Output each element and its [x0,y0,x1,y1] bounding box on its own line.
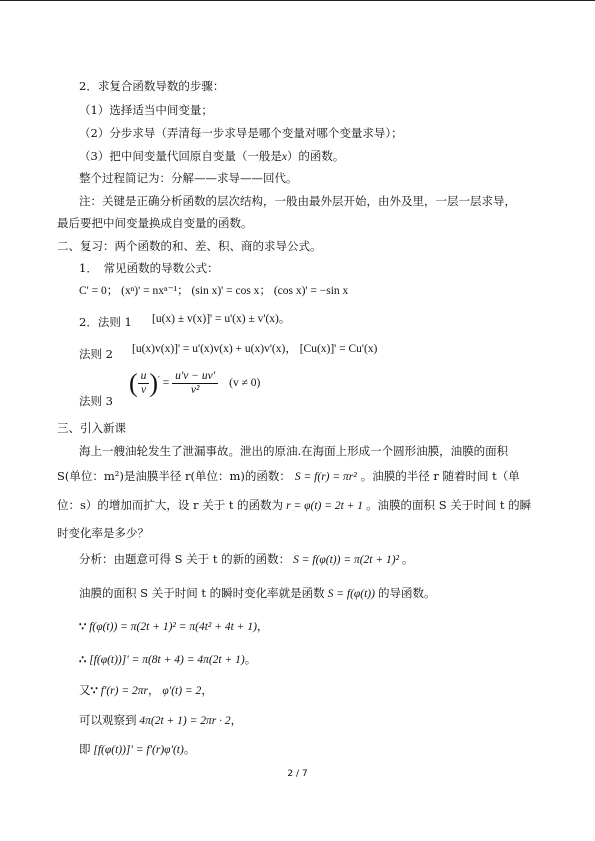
section-2-title: 2．求复合函数导数的步骤： [79,79,225,93]
rate-text-b: 的导函数。 [377,586,436,600]
fraction-u-over-v [138,370,150,397]
common-derivatives-formulas [79,283,348,299]
hence-text: 即 [79,744,91,756]
area-formula: S = f(r) = πr² [294,471,357,483]
rule-1-expr: [u(x) ± v(x)]' = u'(x) ± v'(x) [152,313,279,325]
rule-1-label: 2．法则 1 [79,315,132,329]
intro-heading: 三、引入新课 [57,421,126,435]
eq-3b-expr: φ'(t) = 2 [162,685,202,697]
eq-1-expr: f(φ(t)) = π(2t + 1)² = π(4t² + 4t + 1) [89,621,257,633]
frac-num: u [138,370,150,384]
comma: ， [201,685,213,697]
comma: ， [256,621,269,633]
rule-3-formula: ( $\frac{u}{v}$ )′ = $\frac{u'v - uv'}{\text{v²}}$ (v ≠ 0) [129,368,261,398]
p2-text-a: S(单位：m²)是油膜半径 r(单位：m)的函数： [57,469,291,483]
rule-2-product: [u(x)v(x)]' = u'(x)v(x) + u(x)v'(x) [132,343,286,355]
period: 。 [402,552,414,566]
analysis [79,551,414,568]
left-paren: ( [129,368,138,398]
formula-cos: (cos x)' = −sin x [273,285,349,297]
step-3-text-a: （3）把中间变量代回原自变量（一般是 [79,149,282,163]
formula-const: C' = 0 [79,285,107,297]
prime-mark: ′ [158,374,160,384]
composite-formula: S = f(φ(t)) = π(2t + 1)² [293,554,400,566]
formula-power: (xⁿ)' = nxⁿ⁻¹ [121,285,178,297]
p2-text-b: 。油膜的半径 r 随着时间 t（单 [360,469,520,483]
note-line-2: 最后要把中间变量换成自变量的函数。 [57,216,253,230]
problem-line-3 [57,497,531,514]
eq-5-expr: [f(φ(t))]' = f'(r)φ'(t) [93,744,184,756]
step-1: （1）选择适当中间变量； [79,103,213,117]
problem-line-4: 时变化率是多少？ [57,526,149,540]
comma: ， [230,715,243,727]
also-text: 又 [79,685,91,697]
top-rule [0,0,595,1]
comma: ， [148,685,160,697]
comma: ， [285,343,297,355]
equation-5 [79,742,195,758]
period: 。 [244,654,257,666]
rule-2-constant: [Cu(x)]' = Cu'(x) [299,343,378,355]
problem-line-1: 海上一艘油轮发生了泄漏事故。泄出的原油.在海面上形成一个圆形油膜，油膜的面积 [79,444,509,458]
therefore-symbol: ∴ [79,654,87,666]
step-3-var: x [281,151,287,163]
formula-sin: (sin x)' = cos x [191,285,260,297]
frac-num: u'v − uv' [172,370,218,384]
analysis-text: 分析：由题意可得 S 关于 t 的新的函数： [79,552,291,566]
quotient-rule-fraction [172,370,218,397]
equation-4 [79,713,242,729]
sep: ； [106,285,119,297]
right-paren: ) [149,368,159,398]
equation-1 [79,619,268,635]
note-line-1: 注：关键是正确分析函数的层次结构，一般由最外层开始，由外及里，一层一层求导， [79,194,516,208]
rate-text-a: 油膜的面积 S 关于时间 t 的瞬时变化率就是函数 [79,586,325,600]
p3-text-a: 位：s）的增加而扩大，设 r 关于 t 的函数为 [57,498,284,512]
period: 。 [278,313,291,325]
page-number: 2 / 7 [287,769,308,779]
rule-2-formula [132,341,377,357]
common-derivatives-title: 1． 常见函数的导数公式： [79,261,219,275]
rule-3-label: 法则 3 [79,394,113,408]
rule-3-condition: (v ≠ 0) [229,377,261,390]
eq-2-expr: [f(φ(t))]' = π(8t + 4) = 4π(2t + 1) [89,654,245,666]
problem-line-2 [57,468,520,485]
rule-1-formula [152,311,290,327]
p3-text-b: 。油膜的面积 S 关于时间 t 的瞬 [366,498,532,512]
because-symbol: ∵ [79,621,87,633]
frac-den: v [140,384,147,396]
frac-den: v² [190,384,200,396]
step-3-text-b: ）的函数。 [286,149,345,163]
step-2: （2）分步求导（弄清每一步求导是哪个变量对哪个变量求导）； [79,126,403,140]
rate-formula: S = f(φ(t)) [327,588,375,600]
because-symbol: ∵ [90,685,98,697]
equation-3 [79,683,213,699]
eq-4-expr: 4π(2t + 1) = 2πr · 2 [139,715,231,727]
sep: ； [259,285,271,297]
period: 。 [183,744,196,756]
eq-3a-expr: f'(r) = 2πr [100,685,148,697]
rule-2-label: 法则 2 [79,347,113,361]
rate-sentence [79,585,435,602]
review-heading: 二、复习：两个函数的和、差、积、商的求导公式。 [57,239,322,253]
equation-2 [79,652,256,668]
observe-text: 可以观察到 [79,715,137,727]
step-3 [79,148,344,165]
sep: ； [177,285,189,297]
summary: 整个过程简记为：分解——求导——回代。 [79,171,298,185]
radius-formula: r = φ(t) = 2t + 1 [286,500,364,512]
